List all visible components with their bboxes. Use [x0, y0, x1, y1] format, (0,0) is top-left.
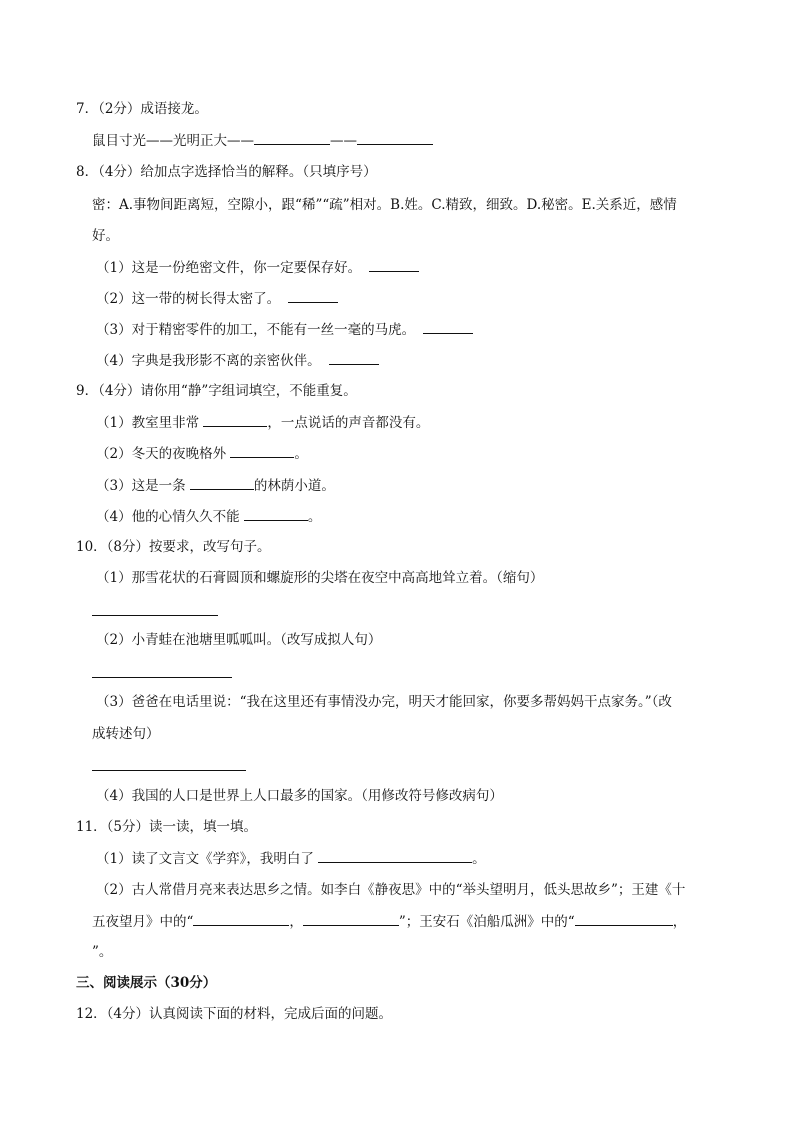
q9-item-3 — [96, 475, 335, 496]
q8-item-2 — [96, 288, 338, 309]
q11-item-2-line3: ”。 — [92, 944, 113, 960]
q11-comma: ， — [289, 914, 303, 930]
q7-title: 7．（2分）成语接龙。 — [76, 101, 208, 117]
q9-item-2-after: 。 — [294, 446, 308, 462]
q9-item-2-blank[interactable] — [230, 443, 294, 458]
q9-item-3-after: 的林荫小道。 — [253, 478, 335, 494]
q9-item-1-blank[interactable] — [203, 412, 267, 427]
q9-title: 9．（4分）请你用“静”字组词填空，不能重复。 — [76, 383, 357, 399]
q8-item-2-text: （2）这一带的树长得太密了。 — [96, 291, 281, 307]
q8-item-3 — [96, 319, 473, 340]
q8-item-2-blank[interactable] — [288, 288, 338, 303]
q9-item-4-blank[interactable] — [244, 506, 308, 521]
q10-item-3-line2: 成转述句） — [92, 726, 160, 742]
q8-item-1 — [96, 257, 419, 278]
q9-item-1-after: ，一点说话的声音都没有。 — [267, 415, 430, 431]
q8-item-3-text: （3）对于精密零件的加工，不能有一丝一毫的马虎。 — [96, 322, 416, 338]
q11-blank-2[interactable] — [303, 911, 399, 926]
q8-title: 8．（4分）给加点字选择恰当的解释。（只填序号） — [76, 164, 377, 180]
q9-item-4-after: 。 — [307, 509, 322, 525]
q10-item-1: （1）那雪花状的石膏圆顶和螺旋形的尖塔在夜空中高高地耸立着。（缩句） — [96, 570, 544, 586]
q8-def-line2: 好。 — [92, 228, 119, 244]
q10-title: 10．（8分）按要求，改写句子。 — [76, 539, 271, 555]
q11-item-1-blank[interactable] — [318, 848, 472, 863]
q7-prefix: 鼠目寸光——光明正大—— — [92, 133, 254, 149]
q11-blank-1[interactable] — [193, 911, 289, 926]
q8-item-4 — [96, 350, 379, 371]
q9-item-1 — [96, 412, 429, 433]
q10-item-2: （2）小青蛙在池塘里呱呱叫。（改写成拟人句） — [96, 632, 382, 648]
q7-chain — [92, 130, 433, 151]
q9-item-1-before: （1）教室里非常 — [96, 415, 204, 431]
q11-item-2-line1: （2）古人常借月亮来表达思乡之情。如李白《静夜思》中的“举头望明月，低头思故乡”；王建《十 — [96, 882, 686, 898]
q8-item-3-blank[interactable] — [423, 319, 473, 334]
q11-item-1 — [96, 848, 486, 869]
q9-item-4-before: （4）他的心情久久不能 — [96, 509, 244, 525]
q11-item-1-before: （1）读了文言文《学弈》，我明白了 — [96, 851, 319, 867]
q9-item-3-before: （3）这是一条 — [96, 478, 190, 494]
q8-def-line1: 密：A.事物间距离短，空隙小，跟“稀”“疏”相对。B.姓。C.精致，细致。D.秘密。E.关系近，感情 — [92, 197, 677, 213]
q11-item-2-text-a: 五夜望月》中的“ — [92, 914, 194, 930]
q9-item-4 — [96, 506, 321, 527]
q11-title: 11．（5分）读一读，填一填。 — [76, 819, 258, 835]
q9-item-2 — [96, 443, 308, 464]
q8-item-4-blank[interactable] — [329, 350, 379, 365]
q10-item-4: （4）我国的人口是世界上人口最多的国家。（用修改符号修改病句） — [96, 788, 503, 804]
q11-item-2-end: ， — [672, 914, 687, 930]
q7-blank-1[interactable] — [254, 130, 330, 145]
q8-item-1-text: （1）这是一份绝密文件，你一定要保存好。 — [96, 260, 362, 276]
q9-item-3-blank[interactable] — [190, 475, 254, 490]
section-3-title: 三、阅读展示（30分） — [76, 975, 217, 991]
q10-item-3-line1: （3）爸爸在电话里说：“我在这里还有事情没办完，明天才能回家，你要多帮妈妈干点家务。”（改 — [96, 694, 672, 710]
q8-item-1-blank[interactable] — [369, 257, 419, 272]
q10-answer-line-3[interactable] — [92, 770, 246, 771]
q11-item-1-after: 。 — [472, 851, 486, 867]
q8-item-4-text: （4）字典是我形影不离的亲密伙伴。 — [96, 353, 321, 369]
q7-blank-2[interactable] — [357, 130, 433, 145]
q10-answer-line-2[interactable] — [92, 677, 232, 678]
q7-dash: —— — [330, 133, 357, 149]
q10-answer-line-1[interactable] — [92, 615, 218, 616]
q11-item-2-line2 — [92, 911, 686, 932]
q11-item-2-text-b: ”；王安石《泊船瓜洲》中的“ — [398, 914, 575, 930]
q11-blank-3[interactable] — [575, 911, 673, 926]
q12-title: 12．（4分）认真阅读下面的材料，完成后面的问题。 — [76, 1006, 393, 1022]
q9-item-2-before: （2）冬天的夜晚格外 — [96, 446, 231, 462]
